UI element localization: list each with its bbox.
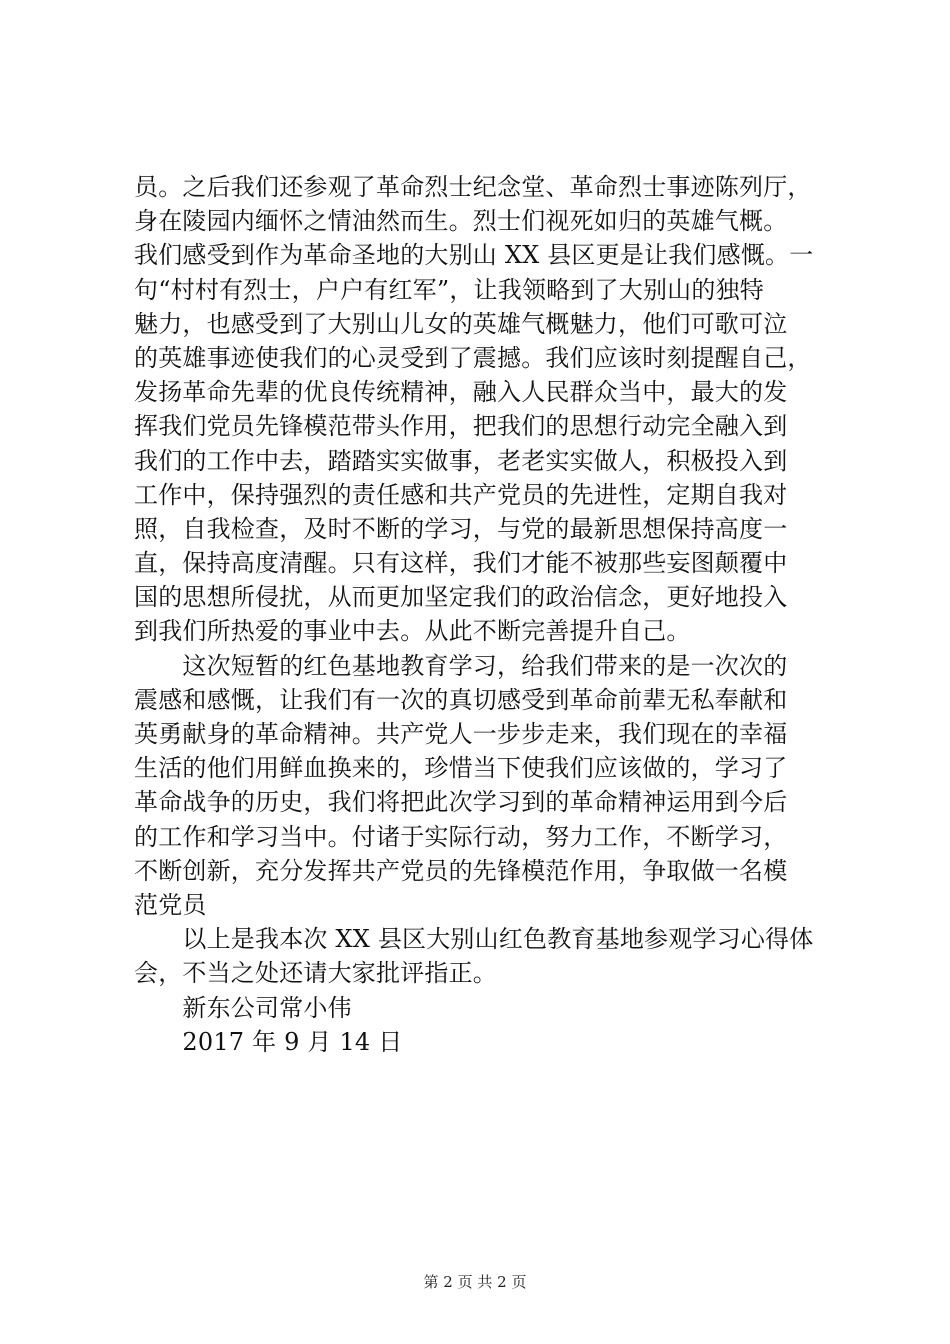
page-number-footer: 第 2 页 共 2 页 [423,1273,527,1291]
text-line: 我们的工作中去，踏踏实实做事，老老实实做人，积极投入到 [134,446,788,475]
text-line: 员。之后我们还参观了革命烈士纪念堂、革命烈士事迹陈列厅， [134,173,812,201]
text-line: 魅力，也感受到了大别山儿女的英雄气概魅力，他们可歌可泣 [134,309,788,338]
text-line: 会，不当之处还请大家批评指正。 [134,959,497,988]
text-line: 我们感受到作为革命圣地的大别山 XX 县区更是让我们感慨。一 [134,241,814,270]
text-line: 身在陵园内缅怀之情油然而生。烈士们视死如归的英雄气概。 [134,207,788,236]
text-line: 生活的他们用鲜血换来的，珍惜当下使我们应该做的，学习了 [134,754,788,783]
text-line: 发扬革命先辈的优良传统精神，融入人民群众当中，最大的发 [134,378,788,407]
text-line: 范党员 [134,890,207,919]
text-line: 挥我们党员先锋模范带头作用，把我们的思想行动完全融入到 [134,412,788,441]
date-line: 2017 年 9 月 14 日 [134,1027,403,1056]
text-line: 的工作和学习当中。付诸于实际行动，努力工作，不断学习， [134,822,788,851]
text-line: 以上是我本次 XX 县区大别山红色教育基地参观学习心得体 [134,925,814,954]
text-line: 英勇献身的革命精神。共产党人一步步走来，我们现在的幸福 [134,720,788,748]
author-line: 新东公司常小伟 [134,993,352,1022]
text-line: 国的思想所侵扰，从而更加坚定我们的政治信念，更好地投入 [134,583,788,612]
text-line: 革命战争的历史，我们将把此次学习到的革命精神运用到今后 [134,788,788,817]
text-line: 句“村村有烈士，户户有红军”，让我领略到了大别山的独特 [134,275,764,304]
document-body [134,170,834,1059]
text-line: 这次短暂的红色基地教育学习，给我们带来的是一次次的 [134,651,788,680]
text-line: 工作中，保持强烈的责任感和共产党员的先进性，定期自我对 [134,480,788,509]
text-line: 不断创新，充分发挥共产党员的先锋模范作用，争取做一名模 [134,856,788,885]
text-line: 到我们所热爱的事业中去。从此不断完善提升自己。 [134,617,691,646]
text-line: 照，自我检查，及时不断的学习，与党的最新思想保持高度一 [134,514,788,543]
text-line: 震感和感慨，让我们有一次的真切感受到革命前辈无私奉献和 [134,685,788,714]
text-line: 的英雄事迹使我们的心灵受到了震撼。我们应该时刻提醒自己， [134,343,812,372]
text-line: 直，保持高度清醒。只有这样，我们才能不被那些妄图颠覆中 [134,549,788,578]
